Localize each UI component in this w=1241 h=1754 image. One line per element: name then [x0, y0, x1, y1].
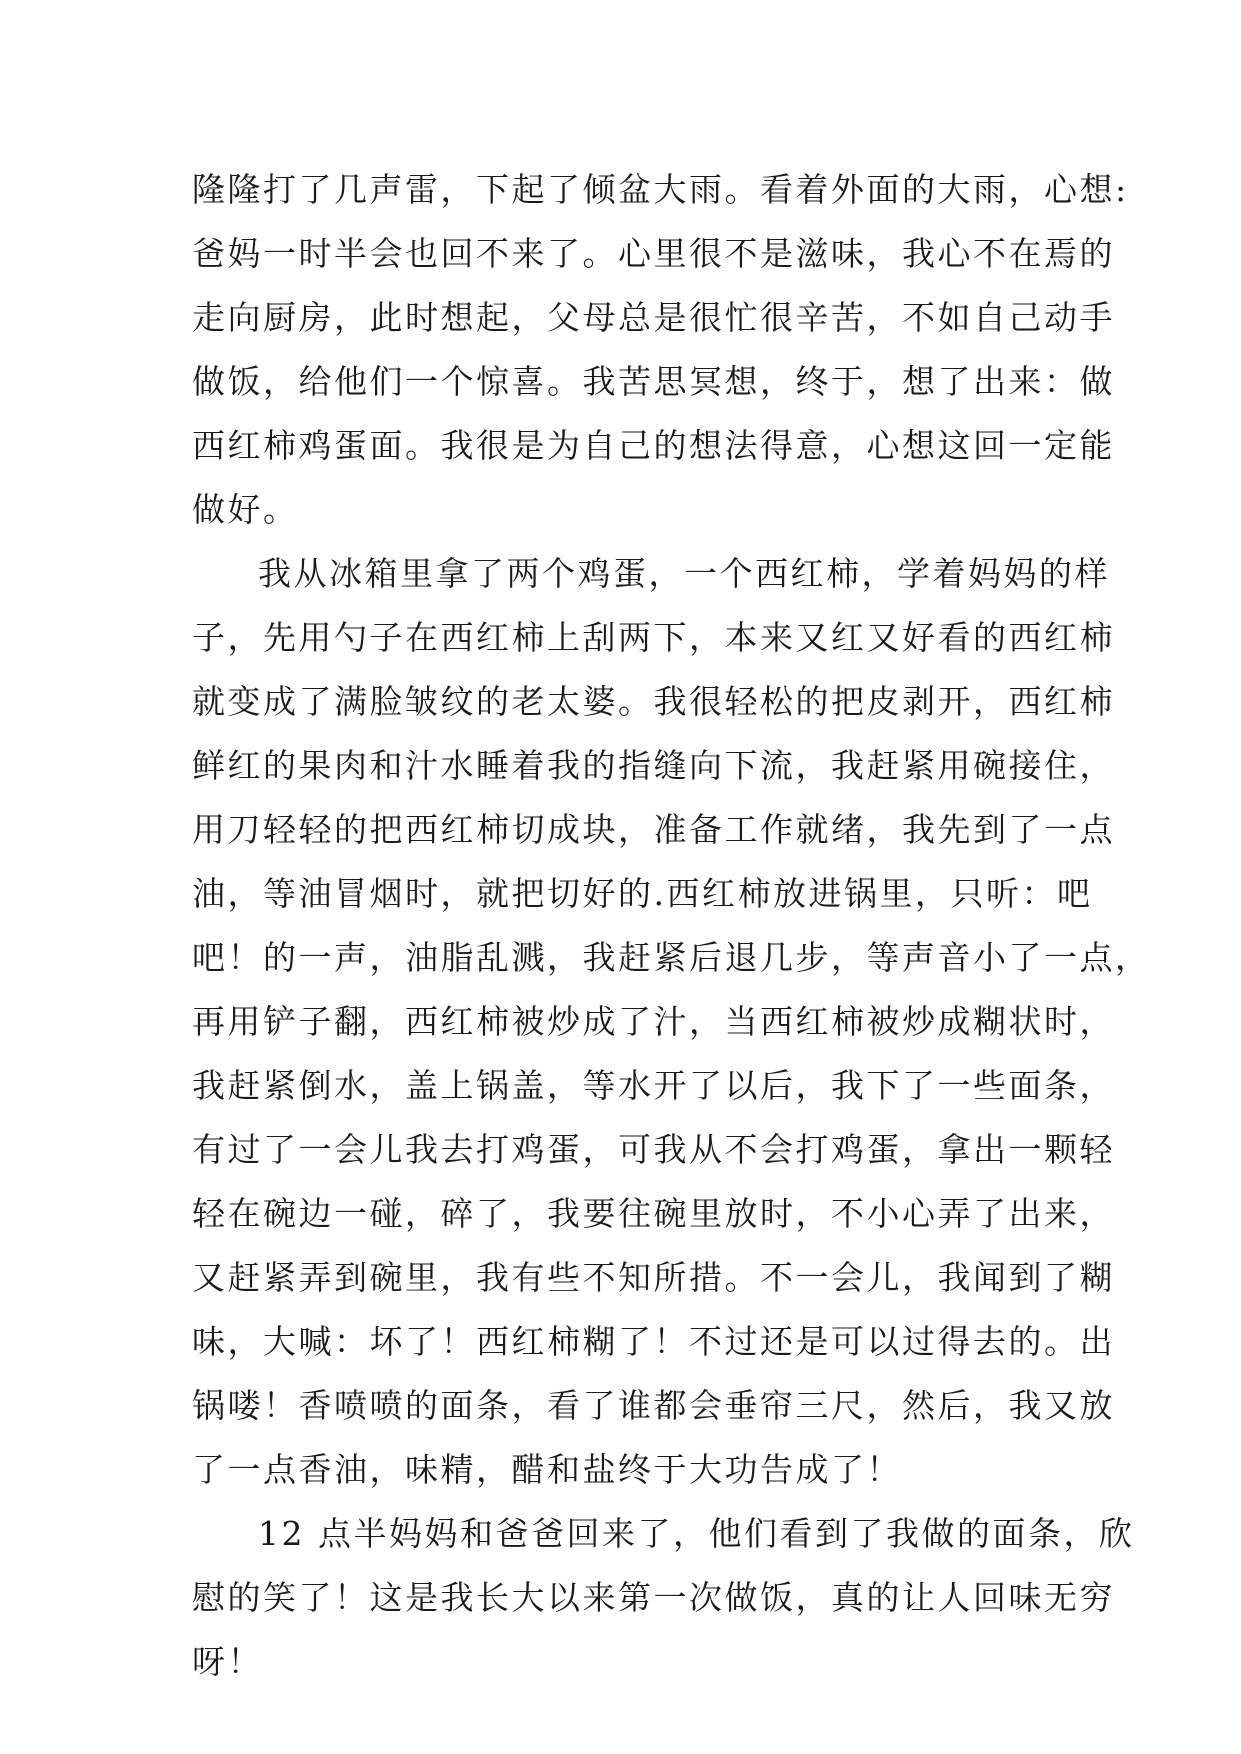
article-body [192, 158, 1151, 1694]
text-line: 味，大喊：坏了！西红柿糊了！不过还是可以过得去的。出 [192, 1322, 1115, 1361]
text-line: 吧！的一声，油脂乱溅，我赶紧后退几步，等声音小了一点， [192, 938, 1151, 977]
text-line: 我从冰箱里拿了两个鸡蛋，一个西红柿，学着妈妈的样 [258, 554, 1110, 593]
text-line: 西红柿鸡蛋面。我很是为自己的想法得意，心想这回一定能 [192, 426, 1115, 465]
text-line: 油，等油冒烟时，就把切好的.西红柿放进锅里，只听：吧 [192, 874, 1093, 913]
text-line: 慰的笑了！这是我长大以来第一次做饭，真的让人回味无穷 [192, 1578, 1115, 1617]
text-line: 做好。 [192, 490, 299, 529]
text-line: 子，先用勺子在西红柿上刮两下，本来又红又好看的西红柿 [192, 618, 1115, 657]
text-line: 用刀轻轻的把西红柿切成块，准备工作就绪，我先到了一点 [192, 810, 1115, 849]
text-line: 了一点香油，味精，醋和盐终于大功告成了！ [192, 1450, 902, 1489]
text-line: 走向厨房，此时想起，父母总是很忙很辛苦，不如自己动手 [192, 298, 1115, 337]
paragraph-1 [192, 158, 1129, 542]
text-line: 呀！ [192, 1642, 263, 1681]
text-line: 做饭，给他们一个惊喜。我苦思冥想，终于，想了出来：做 [192, 362, 1115, 401]
text-line: 12 点半妈妈和爸爸回来了，他们看到了我做的面条，欣 [258, 1514, 1135, 1553]
text-line: 再用铲子翻，西红柿被炒成了汁，当西红柿被炒成糊状时， [192, 1002, 1115, 1041]
text-line: 爸妈一时半会也回不来了。心里很不是滋味，我心不在焉的 [192, 234, 1115, 273]
text-line: 轻在碗边一碰，碎了，我要往碗里放时，不小心弄了出来， [192, 1194, 1115, 1233]
text-line: 锅喽！香喷喷的面条，看了谁都会垂帘三尺，然后，我又放 [192, 1386, 1115, 1425]
text-line: 有过了一会儿我去打鸡蛋，可我从不会打鸡蛋，拿出一颗轻 [192, 1130, 1115, 1169]
text-line: 我赶紧倒水，盖上锅盖，等水开了以后，我下了一些面条， [192, 1066, 1115, 1105]
paragraph-3 [192, 1502, 1135, 1694]
text-line: 就变成了满脸皱纹的老太婆。我很轻松的把皮剥开，西红柿 [192, 682, 1115, 721]
text-line: 鲜红的果肉和汁水睡着我的指缝向下流，我赶紧用碗接住， [192, 746, 1115, 785]
paragraph-2 [192, 542, 1151, 1502]
text-line: 隆隆打了几声雷，下起了倾盆大雨。看着外面的大雨，心想: [192, 170, 1129, 209]
text-line: 又赶紧弄到碗里，我有些不知所措。不一会儿，我闻到了糊 [192, 1258, 1115, 1297]
